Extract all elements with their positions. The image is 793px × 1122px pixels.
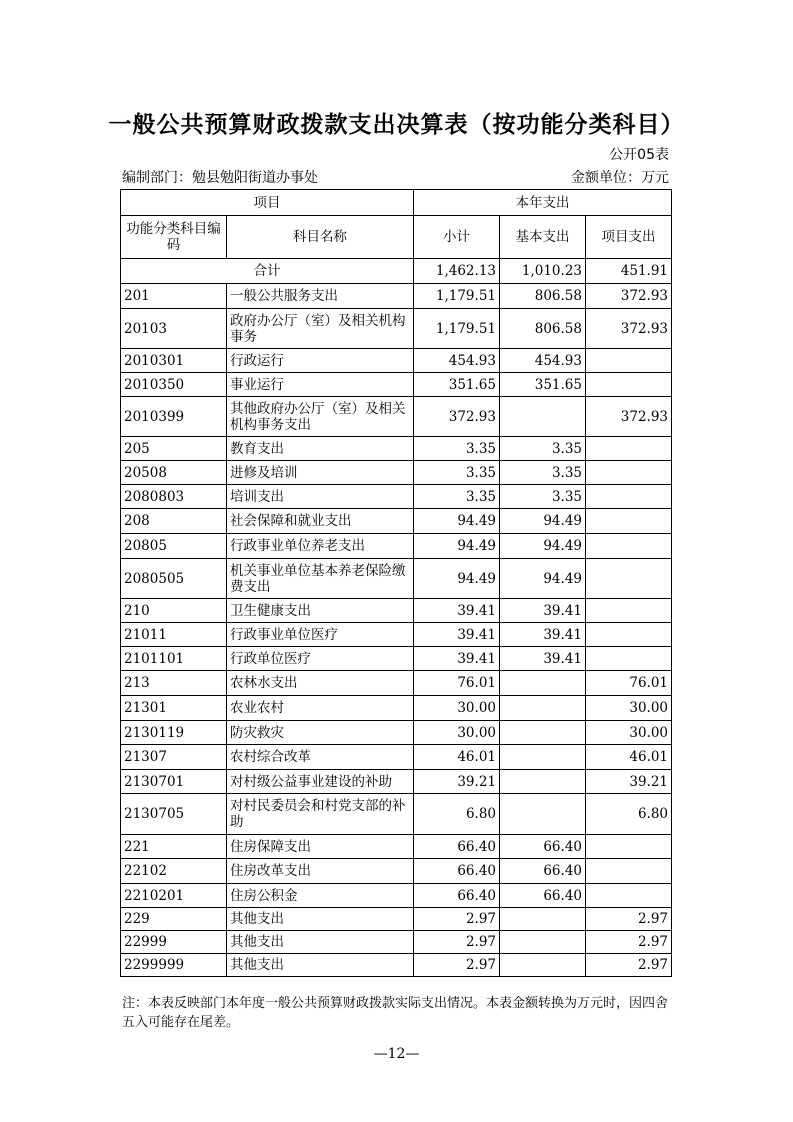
row-name: 防灾救灾 xyxy=(227,721,414,745)
row-project: 372.93 xyxy=(586,397,672,437)
row-subtotal: 3.35 xyxy=(414,485,500,509)
table-row xyxy=(121,794,672,835)
expenditure-table xyxy=(120,189,672,977)
row-project: 372.93 xyxy=(586,284,672,309)
row-code: 221 xyxy=(121,835,227,859)
row-basic: 3.35 xyxy=(500,437,586,461)
header-current-year: 本年支出 xyxy=(414,190,672,216)
row-code: 2010350 xyxy=(121,373,227,397)
table-row xyxy=(121,284,672,309)
table-row xyxy=(121,908,672,931)
row-project xyxy=(586,349,672,373)
row-name: 行政单位医疗 xyxy=(227,647,414,671)
row-basic: 66.40 xyxy=(500,835,586,859)
row-code: 2080803 xyxy=(121,485,227,509)
table-row xyxy=(121,647,672,671)
row-basic: 66.40 xyxy=(500,884,586,908)
header-code: 功能分类科目编码 xyxy=(121,216,227,259)
total-label: 合计 xyxy=(121,259,414,284)
header-row-2 xyxy=(121,216,672,259)
row-basic: 39.41 xyxy=(500,647,586,671)
row-name: 农村综合改革 xyxy=(227,745,414,770)
row-code: 229 xyxy=(121,908,227,931)
row-subtotal: 1,179.51 xyxy=(414,309,500,349)
row-name: 事业运行 xyxy=(227,373,414,397)
row-name: 一般公共服务支出 xyxy=(227,284,414,309)
table-row xyxy=(121,671,672,696)
row-name: 行政运行 xyxy=(227,349,414,373)
row-code: 21301 xyxy=(121,696,227,721)
row-subtotal: 30.00 xyxy=(414,721,500,745)
row-code: 22102 xyxy=(121,859,227,884)
table-row xyxy=(121,770,672,794)
row-basic xyxy=(500,794,586,835)
row-basic: 3.35 xyxy=(500,461,586,485)
row-code: 21307 xyxy=(121,745,227,770)
row-name: 对村民委员会和村党支部的补助 xyxy=(227,794,414,835)
row-code: 2010301 xyxy=(121,349,227,373)
header-subtotal: 小计 xyxy=(414,216,500,259)
header-item: 项目 xyxy=(121,190,414,216)
table-row xyxy=(121,349,672,373)
form-code: 公开05表 xyxy=(609,147,669,163)
row-basic xyxy=(500,954,586,977)
row-subtotal: 39.21 xyxy=(414,770,500,794)
total-basic: 1,010.23 xyxy=(500,259,586,284)
row-project xyxy=(586,599,672,623)
row-name: 农林水支出 xyxy=(227,671,414,696)
table-row xyxy=(121,309,672,349)
row-code: 2080505 xyxy=(121,559,227,599)
row-code: 210 xyxy=(121,599,227,623)
row-name: 教育支出 xyxy=(227,437,414,461)
row-basic: 351.65 xyxy=(500,373,586,397)
row-project: 39.21 xyxy=(586,770,672,794)
row-basic: 39.41 xyxy=(500,599,586,623)
row-subtotal: 3.35 xyxy=(414,461,500,485)
row-name: 社会保障和就业支出 xyxy=(227,509,414,534)
row-subtotal: 94.49 xyxy=(414,534,500,559)
row-subtotal: 66.40 xyxy=(414,835,500,859)
row-name: 农业农村 xyxy=(227,696,414,721)
row-name: 对村级公益事业建设的补助 xyxy=(227,770,414,794)
row-basic: 806.58 xyxy=(500,309,586,349)
row-project xyxy=(586,461,672,485)
row-subtotal: 2.97 xyxy=(414,908,500,931)
row-project: 76.01 xyxy=(586,671,672,696)
row-basic xyxy=(500,696,586,721)
row-basic xyxy=(500,908,586,931)
table-row xyxy=(121,835,672,859)
row-name: 其他政府办公厅（室）及相关机构事务支出 xyxy=(227,397,414,437)
table-row xyxy=(121,954,672,977)
row-project xyxy=(586,437,672,461)
row-code: 213 xyxy=(121,671,227,696)
total-subtotal: 1,462.13 xyxy=(414,259,500,284)
row-subtotal: 351.65 xyxy=(414,373,500,397)
row-name: 培训支出 xyxy=(227,485,414,509)
row-project xyxy=(586,534,672,559)
row-basic: 806.58 xyxy=(500,284,586,309)
row-subtotal: 66.40 xyxy=(414,859,500,884)
table-row xyxy=(121,721,672,745)
total-project: 451.91 xyxy=(586,259,672,284)
table-row xyxy=(121,884,672,908)
row-basic xyxy=(500,721,586,745)
row-basic: 94.49 xyxy=(500,559,586,599)
row-subtotal: 66.40 xyxy=(414,884,500,908)
page-title: 一般公共预算财政拨款支出决算表（按功能分类科目） xyxy=(108,112,685,138)
table-row xyxy=(121,859,672,884)
row-name: 住房公积金 xyxy=(227,884,414,908)
row-name: 卫生健康支出 xyxy=(227,599,414,623)
row-project xyxy=(586,647,672,671)
header-project: 项目支出 xyxy=(586,216,672,259)
table-row xyxy=(121,745,672,770)
row-code: 2130119 xyxy=(121,721,227,745)
row-code: 2130705 xyxy=(121,794,227,835)
table-row xyxy=(121,437,672,461)
row-name: 其他支出 xyxy=(227,931,414,954)
row-subtotal: 39.41 xyxy=(414,623,500,647)
row-subtotal: 1,179.51 xyxy=(414,284,500,309)
row-project xyxy=(586,623,672,647)
row-project xyxy=(586,884,672,908)
row-subtotal: 30.00 xyxy=(414,696,500,721)
row-name: 行政事业单位医疗 xyxy=(227,623,414,647)
row-subtotal: 2.97 xyxy=(414,931,500,954)
row-subtotal: 94.49 xyxy=(414,559,500,599)
row-basic xyxy=(500,671,586,696)
row-code: 20508 xyxy=(121,461,227,485)
row-project: 2.97 xyxy=(586,954,672,977)
row-subtotal: 454.93 xyxy=(414,349,500,373)
row-project: 372.93 xyxy=(586,309,672,349)
row-subtotal: 76.01 xyxy=(414,671,500,696)
row-basic: 94.49 xyxy=(500,509,586,534)
table-row xyxy=(121,485,672,509)
table-row xyxy=(121,599,672,623)
row-project xyxy=(586,373,672,397)
header-basic: 基本支出 xyxy=(500,216,586,259)
row-project xyxy=(586,859,672,884)
row-basic xyxy=(500,745,586,770)
row-subtotal: 2.97 xyxy=(414,954,500,977)
row-basic: 94.49 xyxy=(500,534,586,559)
table-row xyxy=(121,534,672,559)
row-project: 30.00 xyxy=(586,721,672,745)
table-row xyxy=(121,696,672,721)
row-basic xyxy=(500,770,586,794)
row-name: 进修及培训 xyxy=(227,461,414,485)
row-code: 21011 xyxy=(121,623,227,647)
footnote: 注：本表反映部门本年度一般公共预算财政拨款实际支出情况。本表金额转换为万元时，因四舍五入可能存在尾差。 xyxy=(122,996,669,1030)
row-project: 2.97 xyxy=(586,908,672,931)
row-subtotal: 39.41 xyxy=(414,599,500,623)
row-name: 住房改革支出 xyxy=(227,859,414,884)
row-code: 2010399 xyxy=(121,397,227,437)
row-basic: 66.40 xyxy=(500,859,586,884)
table-row xyxy=(121,623,672,647)
row-name: 其他支出 xyxy=(227,954,414,977)
row-project xyxy=(586,509,672,534)
row-basic xyxy=(500,931,586,954)
row-code: 22999 xyxy=(121,931,227,954)
table-row xyxy=(121,931,672,954)
row-code: 2210201 xyxy=(121,884,227,908)
table-row xyxy=(121,559,672,599)
row-subtotal: 46.01 xyxy=(414,745,500,770)
table-row xyxy=(121,509,672,534)
row-name: 住房保障支出 xyxy=(227,835,414,859)
page-number: —12— xyxy=(373,1046,420,1062)
header-name: 科目名称 xyxy=(227,216,414,259)
row-project xyxy=(586,835,672,859)
row-name: 其他支出 xyxy=(227,908,414,931)
row-code: 201 xyxy=(121,284,227,309)
row-code: 20805 xyxy=(121,534,227,559)
row-basic: 39.41 xyxy=(500,623,586,647)
row-code: 2130701 xyxy=(121,770,227,794)
row-basic xyxy=(500,397,586,437)
row-project: 2.97 xyxy=(586,931,672,954)
row-subtotal: 6.80 xyxy=(414,794,500,835)
row-project xyxy=(586,559,672,599)
row-name: 行政事业单位养老支出 xyxy=(227,534,414,559)
header-row-1 xyxy=(121,190,672,216)
table-row xyxy=(121,373,672,397)
department-label: 编制部门：勉县勉阳街道办事处 xyxy=(122,170,318,186)
row-subtotal: 3.35 xyxy=(414,437,500,461)
row-code: 20103 xyxy=(121,309,227,349)
row-name: 政府办公厅（室）及相关机构事务 xyxy=(227,309,414,349)
row-project: 30.00 xyxy=(586,696,672,721)
row-project: 6.80 xyxy=(586,794,672,835)
unit-label: 金额单位：万元 xyxy=(571,170,669,186)
row-code: 2101101 xyxy=(121,647,227,671)
row-name: 机关事业单位基本养老保险缴费支出 xyxy=(227,559,414,599)
row-basic: 3.35 xyxy=(500,485,586,509)
row-subtotal: 372.93 xyxy=(414,397,500,437)
row-basic: 454.93 xyxy=(500,349,586,373)
row-project: 46.01 xyxy=(586,745,672,770)
row-subtotal: 39.41 xyxy=(414,647,500,671)
row-project xyxy=(586,485,672,509)
table-row xyxy=(121,397,672,437)
row-code: 205 xyxy=(121,437,227,461)
row-code: 208 xyxy=(121,509,227,534)
total-row xyxy=(121,259,672,284)
table-row xyxy=(121,461,672,485)
row-subtotal: 94.49 xyxy=(414,509,500,534)
row-code: 2299999 xyxy=(121,954,227,977)
